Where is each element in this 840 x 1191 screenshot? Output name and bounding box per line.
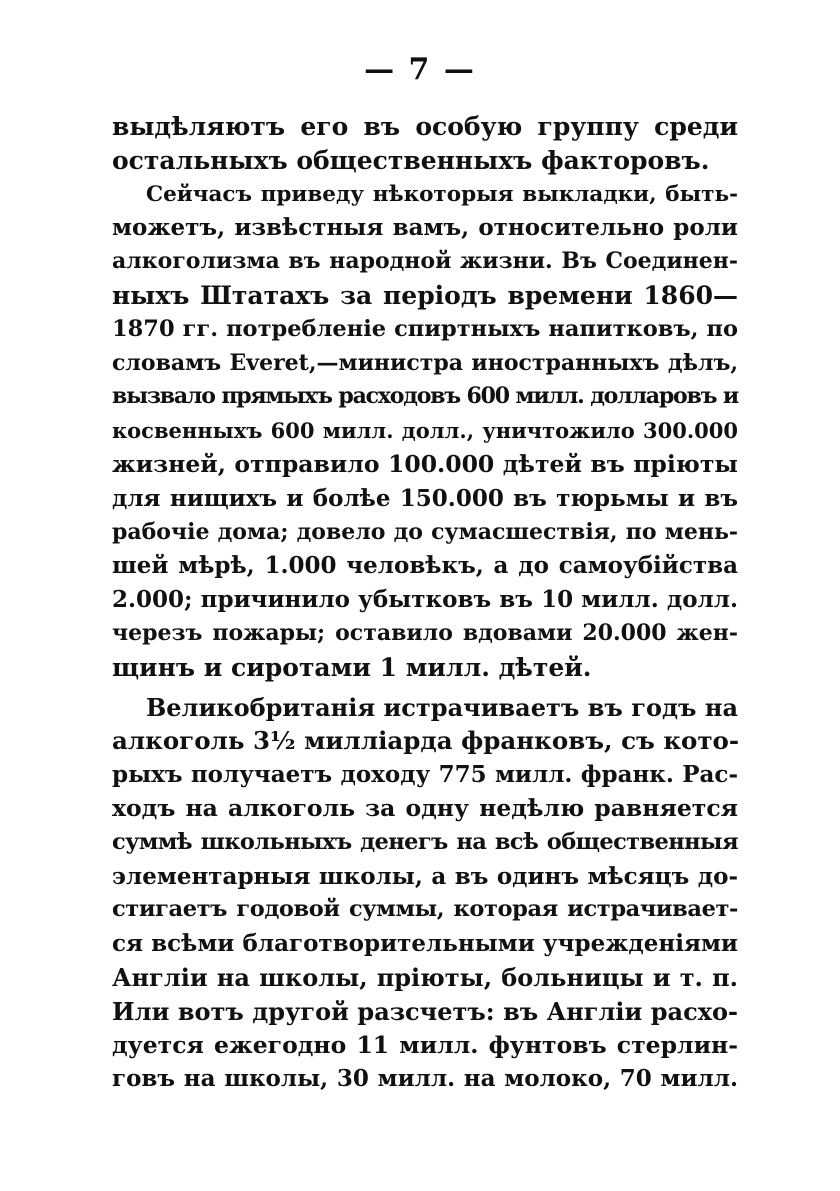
text-line: Сейчасъ приведу нѣкоторыя выкладки, быть- bbox=[146, 181, 738, 207]
text-line: выдѣляютъ его въ особую группу среди bbox=[112, 112, 738, 141]
text-line: суммѣ школьныхъ денегъ на всѣ общественныя bbox=[112, 828, 738, 855]
text-line: словамъ Everet,—министра иностранныхъ дѣлъ, bbox=[112, 349, 738, 376]
text-line: вызвало прямыхъ расходовъ 600 милл. долларовъ и bbox=[112, 383, 738, 410]
text-line: говъ на школы, 30 милл. на молоко, 70 милл. bbox=[112, 1065, 738, 1093]
text-line: жизней, отправило 100.000 дѣтей въ пріюты bbox=[112, 449, 738, 478]
text-line: черезъ пожары; оставило вдовами 20.000 жен- bbox=[112, 619, 738, 646]
text-line: алкоголизма въ народной жизни. Въ Соединен- bbox=[112, 248, 738, 275]
text-line: алкоголь 3½ милліарда франковъ, съ кото- bbox=[112, 726, 740, 756]
text-line: ходъ на алкоголь за одну недѣлю равняется bbox=[112, 793, 738, 822]
text-line: Англіи на школы, пріюты, больницы и т. п. bbox=[112, 962, 738, 992]
text-line: 2.000; причинило убытковъ въ 10 милл. долл. bbox=[112, 586, 738, 614]
text-line: дуется ежегодно 11 милл. фунтовъ стерлин- bbox=[112, 1030, 738, 1059]
text-line: рыхъ получаетъ доходу 775 милл. франк. Рас- bbox=[112, 761, 738, 789]
text-line: ныхъ Штатахъ за періодъ времени 1860— bbox=[112, 280, 738, 310]
text-line: стигаетъ годовой суммы, которая истрачивает- bbox=[112, 896, 738, 923]
text-line: для нищихъ и болѣе 150.000 въ тюрьмы и въ bbox=[112, 484, 738, 512]
text-line: Великобританія истрачиваетъ въ годъ на bbox=[146, 692, 738, 722]
text-line: щинъ и сиротами 1 милл. дѣтей. bbox=[112, 652, 592, 682]
text-line: можетъ, извѣстныя вамъ, относительно роли bbox=[112, 214, 738, 242]
text-line: 1870 гг. потребленіе спиртныхъ напитковъ, по bbox=[112, 315, 738, 342]
text-line: Или вотъ другой разсчетъ: въ Англіи расхо- bbox=[112, 996, 738, 1026]
text-line: остальныхъ общественныхъ факторовъ. bbox=[112, 145, 710, 175]
text-line: элементарныя школы, а въ одинъ мѣсяцъ до- bbox=[112, 862, 738, 890]
text-line: косвенныхъ 600 милл. долл., уничтожило 300.000 bbox=[112, 418, 738, 444]
text-line: ся всѣми благотворительными учрежденіями bbox=[112, 930, 738, 958]
text-line: рабочіе дома; довело до сумасшествія, по мень- bbox=[112, 518, 738, 545]
body-text bbox=[112, 110, 738, 1096]
text-line: шей мѣрѣ, 1.000 человѣкъ, а до самоубійства bbox=[112, 552, 738, 580]
page-number: — 7 — bbox=[364, 52, 476, 87]
